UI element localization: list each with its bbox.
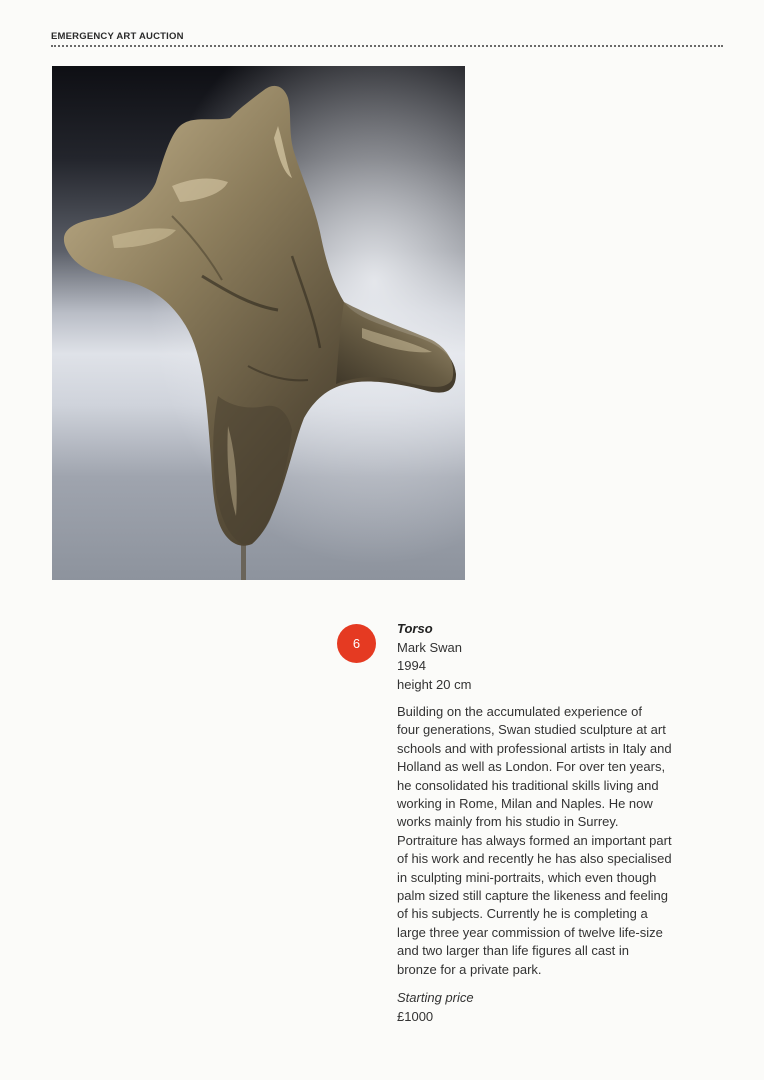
catalogue-header: EMERGENCY ART AUCTION (51, 31, 184, 42)
dotted-divider (51, 45, 723, 47)
description-line: bronze for a private park. (397, 961, 542, 977)
description-line: Holland as well as London. For over ten years, (397, 759, 666, 775)
description-line: works mainly from his studio in Surrey. (397, 814, 619, 830)
description-line: Building on the accumulated experience of (397, 704, 642, 719)
artwork-dimensions: height 20 cm (397, 676, 472, 692)
description-line: schools and with professional artists in Italy and (397, 740, 672, 756)
artist-description (397, 703, 727, 979)
description-line: of his subjects. Currently he is completing a (397, 906, 648, 922)
lot-number-badge: 6 (337, 624, 376, 663)
artwork-title: Torso (397, 621, 433, 636)
artwork-photo (52, 66, 465, 580)
artist-name: Mark Swan (397, 639, 463, 655)
description-line: in sculpting mini-portraits, which even though (397, 869, 657, 885)
description-line: Portraiture has always formed an important part (397, 832, 672, 848)
lot-info (397, 620, 727, 1026)
description-line: working in Rome, Milan and Naples. He now (397, 796, 653, 812)
starting-price-label: Starting price (397, 990, 474, 1006)
starting-price-value: £1000 (397, 1008, 434, 1024)
torso-sculpture-image (52, 66, 465, 580)
description-line: he consolidated his traditional skills living and (397, 777, 659, 793)
description-line: large three year commission of twelve life-size (397, 924, 663, 940)
description-line: of his work and recently he has also specialised (397, 851, 672, 867)
artwork-year: 1994 (397, 658, 426, 673)
description-line: palm sized still capture the likeness and feeling (397, 888, 668, 904)
description-line: four generations, Swan studied sculpture at art (397, 722, 666, 738)
description-line: and two larger than life figures all cast in (397, 943, 629, 959)
